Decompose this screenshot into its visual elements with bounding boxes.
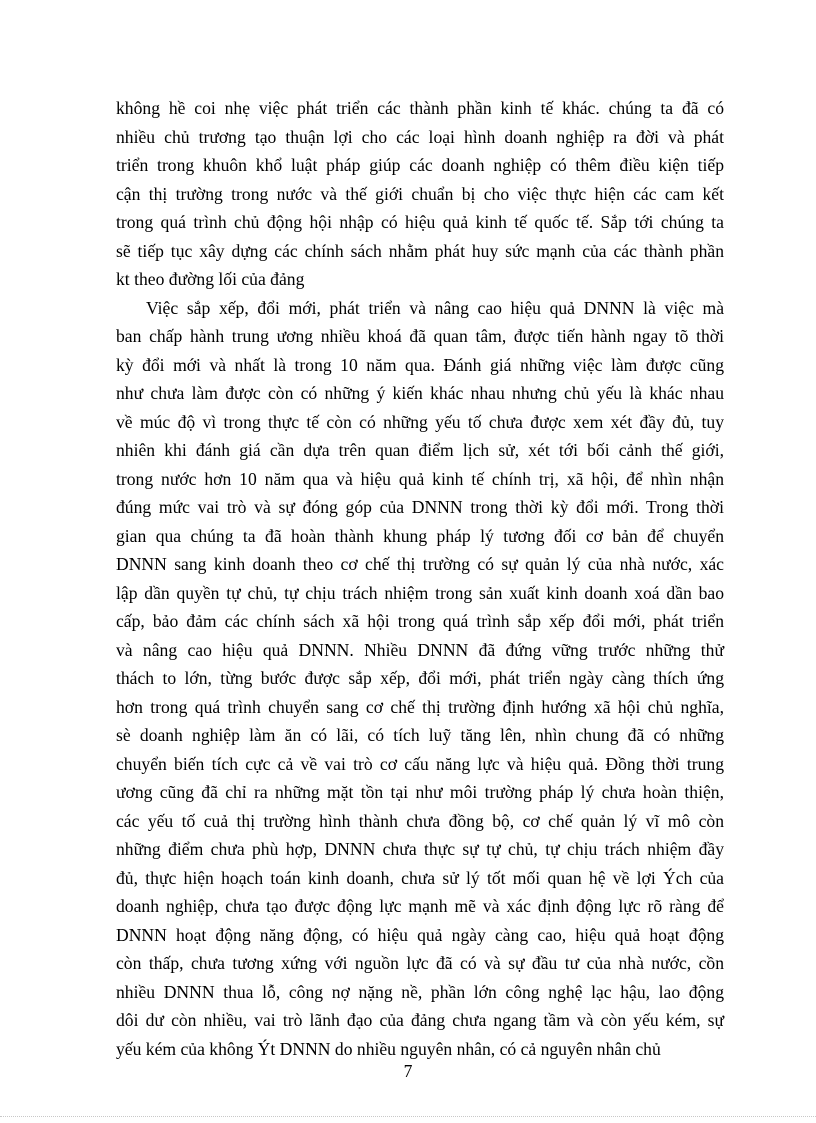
- text-line: còn thấp, chưa tương xứng với nguồn lực đã có và sự đầu tư của nhà nước, cồn: [116, 953, 724, 973]
- page-bottom-divider: [0, 1116, 816, 1117]
- text-line: doanh nghiệp, chưa tạo được động lực mạnh mẽ và xác định động lực rõ ràng để: [116, 896, 724, 916]
- text-line: cận thị trường trong nước và thế giới chuẩn bị cho việc thực hiện các cam kết: [116, 183, 724, 204]
- text-line: kỳ đổi mới và nhất là trong 10 năm qua. Đánh giá những việc làm được cũng: [116, 354, 724, 375]
- text-line: hơn trong quá trình chuyển sang cơ chế thị trường định hướng xã hội chủ nghĩa,: [116, 696, 724, 717]
- text-line: ban chấp hành trung ương nhiều khoá đã quan tâm, được tiến hành ngay tõ thời: [116, 326, 724, 346]
- text-line: DNNN hoạt động năng động, có hiệu quả ngày càng cao, hiệu quả hoạt động: [116, 924, 724, 945]
- text-line: trong quá trình chủ động hội nhập có hiệu quả kinh tế quốc tế. Sắp tới chúng ta: [116, 212, 724, 232]
- text-line: cấp, bảo đảm các chính sách xã hội trong quá trình sắp xếp đổi mới, phát triển: [116, 611, 724, 631]
- paragraph: [116, 94, 724, 294]
- text-line: đúng mức vai trò và sự đóng góp của DNNN trong thời kỳ đổi mới. Trong thời: [116, 497, 724, 517]
- document-body: [116, 94, 724, 1063]
- text-line: sẽ tiếp tục xây dựng các chính sách nhằm phát huy sức mạnh của các thành phần: [116, 240, 724, 261]
- text-line: kt theo đường lối của đảng: [116, 269, 305, 289]
- text-line: yếu kém của không Ýt DNNN do nhiều nguyên nhân, có cả nguyên nhân chủ: [116, 1038, 661, 1059]
- text-line: triển trong khuôn khổ luật pháp giúp các doanh nghiệp có thêm điều kiện tiếp: [116, 155, 724, 175]
- text-line: nhiên khi đánh giá cần dựa trên quan điểm lịch sử, xét tới bối cảnh thế giới,: [116, 440, 724, 460]
- text-line: như chưa làm được còn có những ý kiến khác nhau nhưng chủ yếu là khác nhau: [116, 383, 724, 403]
- text-line: nhiều chủ trương tạo thuận lợi cho các loại hình doanh nghiệp ra đời và phát: [116, 126, 724, 147]
- text-line: Việc sắp xếp, đổi mới, phát triển và nâng cao hiệu quả DNNN là việc mà: [146, 297, 724, 318]
- text-line: và nâng cao hiệu quả DNNN. Nhiều DNNN đã đứng vững trước những thử: [116, 639, 724, 660]
- page-number: 7: [403, 1061, 413, 1081]
- text-line: chuyển biến tích cực cả về vai trò cơ cấu năng lực và hiệu quả. Đồng thời trung: [116, 753, 724, 774]
- text-line: lập dần quyền tự chủ, tự chịu trách nhiệm trong sản xuất kinh doanh xoá dần bao: [116, 582, 724, 603]
- text-line: không hề coi nhẹ việc phát triển các thành phần kinh tế khác. chúng ta đã có: [116, 98, 724, 118]
- text-line: các yếu tố cuả thị trường hình thành chưa đồng bộ, cơ chế quản lý vĩ mô còn: [116, 810, 724, 831]
- text-line: những điểm chưa phù hợp, DNNN chưa thực sự tự chủ, tự chịu trách nhiệm đầy: [116, 839, 724, 859]
- text-line: gian qua chúng ta đã hoàn thành khung pháp lý tương đối cơ bản để chuyển: [116, 525, 724, 546]
- text-line: dôi dư còn nhiều, vai trò lãnh đạo của đảng chưa ngang tầm và còn yếu kém, sự: [116, 1010, 724, 1030]
- text-line: đủ, thực hiện hoạch toán kinh doanh, chưa sử lý tốt mối quan hệ về lợi Ých của: [116, 867, 724, 888]
- text-line: thách to lớn, từng bước được sắp xếp, đổi mới, phát triển ngày càng thích ứng: [116, 668, 724, 688]
- text-line: nhiều DNNN thua lỗ, công nợ nặng nề, phần lớn công nghệ lạc hậu, lao động: [116, 981, 724, 1002]
- text-line: trong nước hơn 10 năm qua và hiệu quả kinh tế chính trị, xã hội, để nhìn nhận: [116, 468, 724, 489]
- text-line: ương cũng đã chỉ ra những mặt tồn tại như môi trường pháp lý chưa hoàn thiện,: [116, 782, 724, 802]
- text-line: sè doanh nghiệp làm ăn có lãi, có tích luỹ tăng lên, nhìn chung đã có những: [116, 725, 724, 745]
- text-line: về múc độ vì trong thực tế còn có những yếu tố chưa được xem xét đầy đủ, tuy: [116, 411, 724, 432]
- paragraph: [116, 294, 724, 1064]
- text-line: DNNN sang kinh doanh theo cơ chế thị trường có sự quản lý của nhà nước, xác: [116, 554, 724, 574]
